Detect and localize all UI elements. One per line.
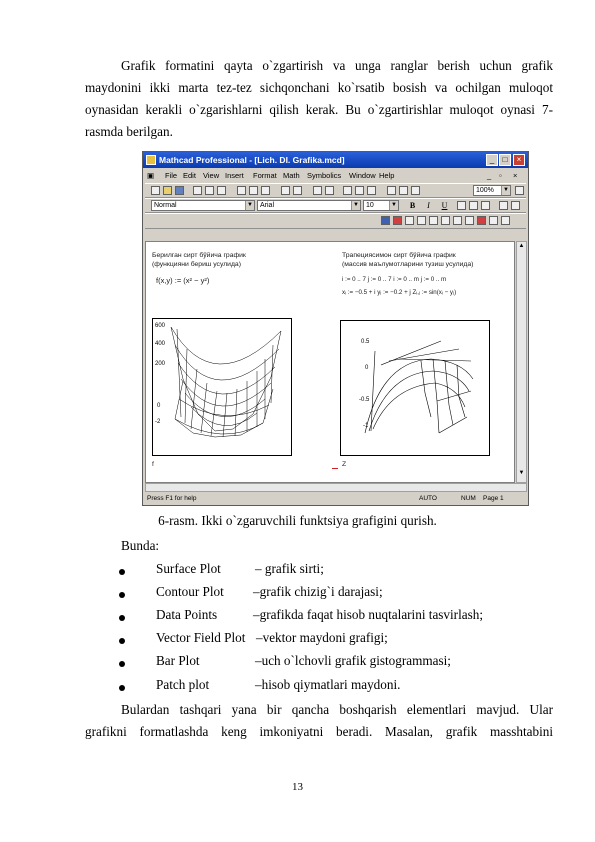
new-icon[interactable] bbox=[151, 186, 160, 195]
insert-unit-icon[interactable] bbox=[355, 186, 364, 195]
boolean-icon[interactable] bbox=[441, 216, 450, 225]
insert-function-icon[interactable] bbox=[343, 186, 352, 195]
bullet-desc: –grafikda faqat hisob nuqtalarini tasvirlash; bbox=[253, 607, 483, 622]
closing-paragraph bbox=[85, 699, 553, 743]
scroll-down-icon[interactable]: ▼ bbox=[518, 470, 525, 476]
bullet-desc: –grafik chizig`i darajasi; bbox=[253, 584, 383, 599]
mathcad-app-icon bbox=[146, 155, 156, 165]
spell-check-icon[interactable] bbox=[217, 186, 226, 195]
horizontal-scrollbar[interactable] bbox=[145, 483, 527, 492]
bullet-icon bbox=[119, 685, 125, 691]
intro-line: rasmda berilgan. bbox=[85, 124, 173, 139]
right-z-tick: 0.5 bbox=[361, 339, 370, 345]
menu-bar bbox=[143, 169, 528, 182]
bullet-term: Vector Field Plot bbox=[156, 630, 246, 645]
bullet-icon bbox=[119, 661, 125, 667]
insert-component-icon[interactable] bbox=[387, 186, 396, 195]
document-icon[interactable]: ▣ bbox=[147, 171, 155, 180]
trapezoid-plot-frame[interactable] bbox=[340, 320, 490, 456]
align-down-icon[interactable] bbox=[325, 186, 334, 195]
modifiers-icon[interactable] bbox=[489, 216, 498, 225]
cursor-crosshair bbox=[332, 468, 338, 469]
print-preview-icon[interactable] bbox=[205, 186, 214, 195]
symbolic-icon[interactable] bbox=[477, 216, 486, 225]
formatting-toolbar bbox=[145, 198, 526, 213]
bunda-label: Bunda: bbox=[121, 538, 160, 553]
style-combo[interactable]: Normal ▼ bbox=[151, 200, 255, 211]
right-range-definitions: i := 0 .. 7 j := 0 .. 7 i := 0 .. m j := 0 .. m bbox=[342, 276, 447, 283]
align-left-icon[interactable] bbox=[457, 201, 466, 210]
menu-edit[interactable]: Edit bbox=[183, 171, 196, 180]
right-z-tick: 0 bbox=[365, 365, 369, 371]
programming-icon[interactable] bbox=[453, 216, 462, 225]
align-center-icon[interactable] bbox=[469, 201, 478, 210]
math-toolbar bbox=[145, 213, 526, 229]
help-icon[interactable] bbox=[411, 186, 420, 195]
menu-window[interactable]: Window bbox=[349, 171, 376, 180]
whats-this-icon[interactable] bbox=[515, 186, 524, 195]
bullet-term: Patch plot bbox=[156, 677, 210, 692]
status-help-text: Press F1 for help bbox=[147, 495, 197, 502]
bold-button[interactable]: B bbox=[409, 201, 416, 210]
right-z-tick: -1 bbox=[363, 423, 369, 429]
window-title: Mathcad Professional - [Lich. DI. Grafika.mcd] bbox=[159, 155, 345, 165]
menu-format[interactable]: Format bbox=[253, 171, 277, 180]
open-icon[interactable] bbox=[163, 186, 172, 195]
bullet-desc: –uch o`lchovli grafik gistogrammasi; bbox=[255, 653, 451, 668]
menu-insert[interactable]: Insert bbox=[225, 171, 244, 180]
left-plot-label: f bbox=[152, 461, 154, 468]
left-z-tick: 0 bbox=[157, 403, 161, 409]
left-z-tick: 400 bbox=[155, 341, 166, 347]
resource-center-icon[interactable] bbox=[399, 186, 408, 195]
intro-line: Grafik formatini qayta o`zgartirish va unga ranglar berish uchun grafik bbox=[121, 58, 553, 73]
bullet-term: Contour Plot bbox=[156, 584, 224, 599]
doc-minimize-icon[interactable]: _ bbox=[487, 171, 492, 180]
maximize-icon[interactable]: □ bbox=[499, 154, 511, 166]
closing-line: Bulardan tashqari yana bir qancha boshqarish elementlari mavjud. Ular bbox=[121, 702, 553, 717]
worksheet-area[interactable] bbox=[145, 241, 515, 483]
status-mode: AUTO bbox=[419, 495, 437, 502]
figure-caption: 6-rasm. Ikki o`zgaruvchili funktsiya grafigini qurish. bbox=[158, 513, 437, 528]
zoom-combo[interactable]: 100% ▼ bbox=[473, 185, 511, 196]
right-plot-heading: Трапециясимон сирт бўйича график bbox=[342, 252, 456, 259]
font-combo[interactable]: Arial ▼ bbox=[257, 200, 361, 211]
standard-toolbar bbox=[145, 183, 526, 198]
bullet-desc: –hisob qiymatlari maydoni. bbox=[255, 677, 401, 692]
bullet-icon bbox=[119, 592, 125, 598]
closing-line: grafikni formatlashda keng imkoniyatni beradi. Masalan, grafik masshtabini bbox=[85, 724, 553, 739]
intro-paragraph bbox=[85, 55, 553, 143]
scroll-up-icon[interactable]: ▲ bbox=[518, 243, 525, 249]
page-number: 13 bbox=[292, 781, 303, 793]
font-size-combo[interactable]: 10 ▼ bbox=[363, 200, 399, 211]
evaluation-icon[interactable] bbox=[417, 216, 426, 225]
italic-button[interactable]: I bbox=[427, 201, 430, 210]
resources-icon[interactable] bbox=[501, 216, 510, 225]
calculus-icon[interactable] bbox=[429, 216, 438, 225]
menu-view[interactable]: View bbox=[203, 171, 220, 180]
left-function-definition: f(x,y) := (x² − y²) bbox=[156, 276, 210, 285]
align-across-icon[interactable] bbox=[313, 186, 322, 195]
trapezoid-surface-plot bbox=[341, 321, 487, 453]
intro-line: oynasidan kerakli o`zgarishlarni qilish kerak. Bu o`zgartirishlar muloqot oynasi 7- bbox=[85, 102, 553, 117]
bullet-term: Bar Plot bbox=[156, 653, 200, 668]
status-bar bbox=[143, 493, 528, 505]
bullet-icon bbox=[119, 615, 125, 621]
saddle-surface-plot bbox=[153, 319, 289, 453]
bullet-desc: –vektor maydoni grafigi; bbox=[256, 630, 388, 645]
calculate-icon[interactable] bbox=[367, 186, 376, 195]
bullet-desc: – grafik sirti; bbox=[255, 561, 324, 576]
left-z-tick: 200 bbox=[155, 361, 166, 367]
surface-plot-frame[interactable] bbox=[152, 318, 292, 456]
doc-close-icon[interactable]: × bbox=[513, 171, 518, 180]
bullet-icon bbox=[119, 638, 125, 644]
right-plot-subheading: (массив маълумотларини тузиш усулида) bbox=[342, 261, 474, 268]
bullet-term: Data Points bbox=[156, 607, 218, 622]
menu-symbolics[interactable]: Symbolics bbox=[307, 171, 342, 180]
copy-icon[interactable] bbox=[249, 186, 258, 195]
redo-icon[interactable] bbox=[293, 186, 302, 195]
paste-icon[interactable] bbox=[261, 186, 270, 195]
align-right-icon[interactable] bbox=[481, 201, 490, 210]
left-z-tick: 600 bbox=[155, 323, 166, 329]
matrix-icon[interactable] bbox=[405, 216, 414, 225]
right-plot-label: Z bbox=[342, 461, 347, 468]
vertical-scrollbar[interactable] bbox=[516, 241, 527, 483]
calculator-icon[interactable] bbox=[381, 216, 390, 225]
status-page: Page 1 bbox=[483, 495, 504, 502]
left-plot-subheading: (функцияни бериш усулида) bbox=[152, 261, 241, 268]
status-num: NUM bbox=[461, 495, 476, 502]
underline-button[interactable]: U bbox=[441, 201, 448, 210]
minimize-icon[interactable]: _ bbox=[486, 154, 498, 166]
print-icon[interactable] bbox=[193, 186, 202, 195]
intro-line: maydonini ikki marta tez-tez sichqonchani ko`rsatib bosish va ochilgan muloqot bbox=[85, 80, 553, 95]
mathcad-screenshot bbox=[142, 151, 529, 506]
graph-icon[interactable] bbox=[393, 216, 402, 225]
undo-icon[interactable] bbox=[281, 186, 290, 195]
close-icon[interactable]: × bbox=[513, 154, 525, 166]
left-plot-heading: Берилган сирт бўйича график bbox=[152, 252, 246, 259]
greek-icon[interactable] bbox=[465, 216, 474, 225]
save-icon[interactable] bbox=[175, 186, 184, 195]
menu-file[interactable]: File bbox=[165, 171, 178, 180]
left-z-tick: -2 bbox=[155, 419, 161, 425]
bullet-term: Surface Plot bbox=[156, 561, 221, 576]
menu-math[interactable]: Math bbox=[283, 171, 300, 180]
numbering-icon[interactable] bbox=[511, 201, 520, 210]
window-titlebar bbox=[143, 152, 528, 168]
right-array-definitions: xᵢ := −0.5 + i yⱼ := −0.2 + j Zᵢ,ⱼ := sin(xᵢ − yⱼ) bbox=[342, 289, 457, 296]
cut-icon[interactable] bbox=[237, 186, 246, 195]
bullet-icon bbox=[119, 569, 125, 575]
menu-help[interactable]: Help bbox=[379, 171, 395, 180]
doc-restore-icon[interactable]: ▫ bbox=[499, 171, 502, 180]
bullets-icon[interactable] bbox=[499, 201, 508, 210]
right-z-tick: -0.5 bbox=[359, 397, 370, 403]
